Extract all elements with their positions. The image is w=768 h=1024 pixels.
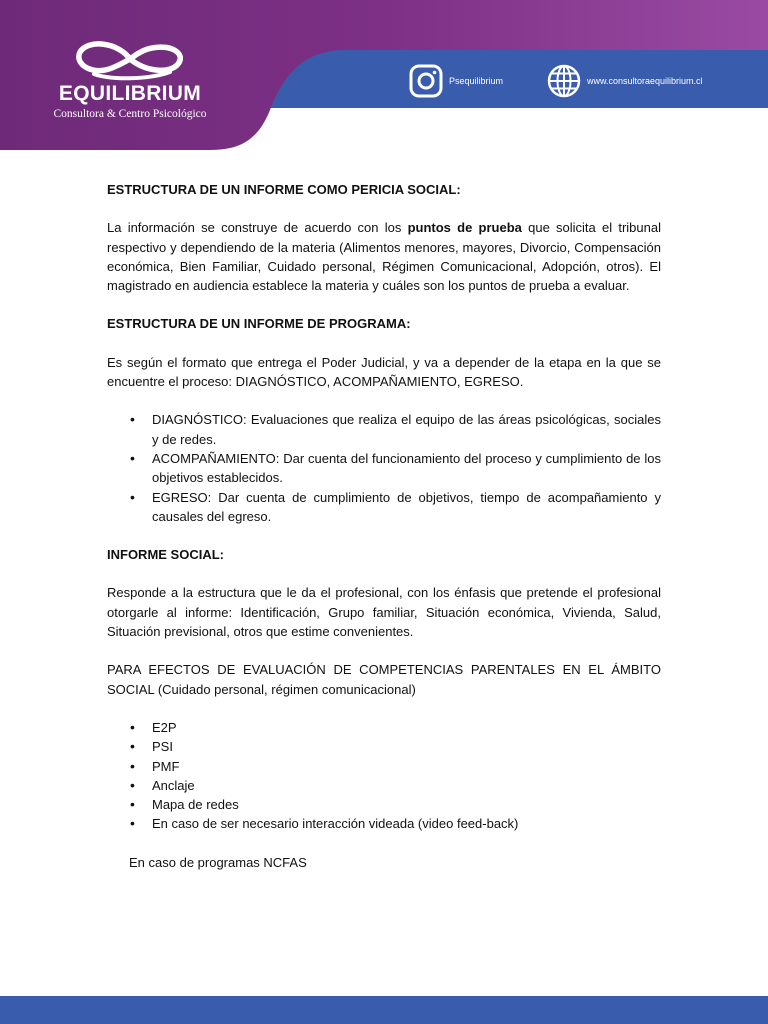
list-item-pmf: • PMF [107, 757, 661, 776]
closing-line: En caso de programas NCFAS [129, 854, 307, 870]
competency-tools-list [107, 718, 661, 834]
instagram-link[interactable] [409, 64, 503, 98]
brand-logo [40, 34, 220, 134]
paragraph-pericia-start: La información se construye de acuerdo con los [107, 220, 408, 236]
list-item-e2p: • E2P [107, 718, 661, 737]
list-item-mapa-de-redes: • Mapa de redes [107, 795, 661, 814]
paragraph-pericia [107, 218, 661, 295]
list-item-anclaje: • Anclaje [107, 776, 661, 795]
program-stages-list [107, 410, 661, 526]
paragraph-programa: Es según el formato que entrega el Poder Judicial, y va a depender de la etapa en la que se encuentre el proceso: DIAGNÓSTICO, ACOMPAÑAMIENTO, EGRESO. [107, 354, 661, 390]
website-url: www.consultoraequilibrium.cl [587, 76, 703, 86]
instagram-icon [409, 64, 443, 98]
bold-puntos-de-prueba: puntos de prueba [407, 220, 522, 236]
list-item-egreso: • EGRESO: Dar cuenta de cumplimiento de objetivos, tiempo de acompañamiento y causales del egreso. [107, 488, 661, 527]
heading-pericia-social: ESTRUCTURA DE UN INFORME COMO PERICIA SOCIAL: [107, 182, 461, 197]
page-footer-bar [0, 996, 768, 1024]
list-item-video-feedback: • En caso de ser necesario interacción videada (video feed-back) [107, 814, 661, 833]
instagram-handle: Psequilibrium [449, 76, 504, 86]
heading-informe-programa: ESTRUCTURA DE UN INFORME DE PROGRAMA: [107, 316, 411, 332]
heading-informe-social: INFORME SOCIAL: [107, 547, 224, 563]
brand-subtitle: Consultora & Centro Psicológico [53, 108, 207, 120]
document-body [107, 180, 661, 872]
brand-name: EQUILIBRIUM [58, 82, 202, 105]
paragraph-competencias: PARA EFECTOS DE EVALUACIÓN DE COMPETENCIAS PARENTALES EN EL ÁMBITO SOCIAL (Cuidado personal, régimen comunicacional) [107, 662, 661, 697]
paragraph-informe-social: Responde a la estructura que le da el profesional, con los énfasis que pretende el profesional otorgarle al informe: Identificación, Grupo familiar, Situación económica, Vivienda, Salud, Situación previsional, otros que estime convenientes. [107, 585, 661, 640]
list-item-diagnostico: • DIAGNÓSTICO: Evaluaciones que realiza el equipo de las áreas psicológicas, sociales y de redes. [107, 410, 661, 449]
list-item-psi: • PSI [107, 737, 661, 756]
list-item-acompanamiento: • ACOMPAÑAMIENTO: Dar cuenta del funcionamiento del proceso y cumplimiento de los objetivos establecidos. [107, 449, 661, 488]
infinity-logo-icon [70, 34, 190, 84]
page-header [0, 0, 768, 155]
website-link[interactable] [547, 64, 703, 98]
globe-icon [547, 64, 581, 98]
paragraph-pericia-end: que solicita el tribunal respectivo y dependiendo de la materia (Alimentos menores, mayores, Divorcio, Compensación económica, Bien Familiar, Cuidado personal, Régimen Comunicacional, Adopción, otros). El magistrado en audiencia establece la materia y cuáles son los puntos de prueba a evaluar. [107, 220, 661, 294]
